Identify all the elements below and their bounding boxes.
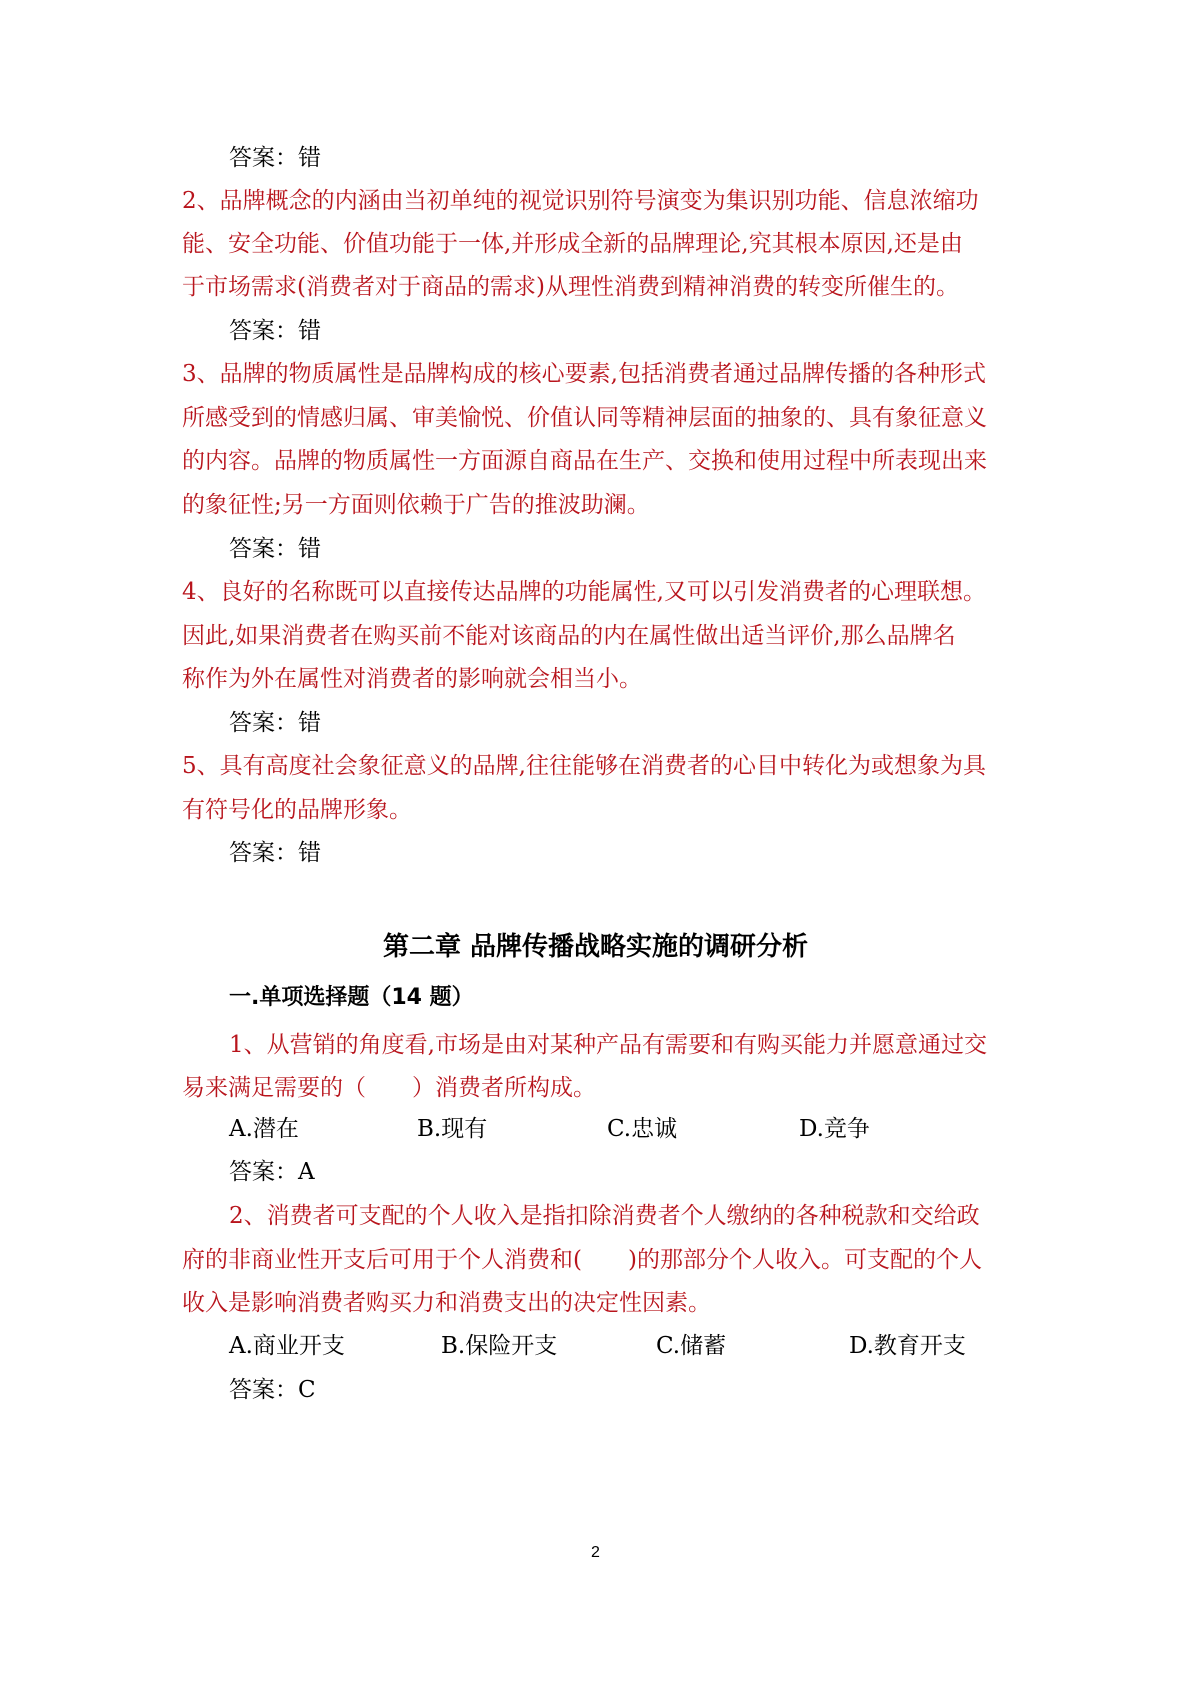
option-d: D.竞争 xyxy=(799,1116,870,1142)
answer-line: 答案：错 xyxy=(229,318,321,344)
question-line: 的象征性;另一方面则依赖于广告的推波助澜。 xyxy=(182,492,650,518)
question-line: 3、品牌的物质属性是品牌构成的核心要素,包括消费者通过品牌传播的各种形式 xyxy=(182,361,986,387)
answer-line: 答案：错 xyxy=(229,840,321,866)
question-line: 4、良好的名称既可以直接传达品牌的功能属性,又可以引发消费者的心理联想。 xyxy=(182,579,986,605)
question-line: 的内容。品牌的物质属性一方面源自商品在生产、交换和使用过程中所表现出来 xyxy=(182,448,987,474)
question-line: 称作为外在属性对消费者的影响就会相当小。 xyxy=(182,666,642,692)
answer-line: 答案：错 xyxy=(229,536,321,562)
question-line: 2、消费者可支配的个人收入是指扣除消费者个人缴纳的各种税款和交给政 xyxy=(229,1203,980,1229)
question-line: 收入是影响消费者购买力和消费支出的决定性因素。 xyxy=(182,1290,711,1316)
question-line: 有符号化的品牌形象。 xyxy=(182,797,412,823)
answer-line: 答案：A xyxy=(229,1159,315,1185)
answer-line: 答案：错 xyxy=(229,710,321,736)
option-d: D.教育开支 xyxy=(849,1333,966,1359)
question-line: 1、从营销的角度看,市场是由对某种产品有需要和有购买能力并愿意通过交 xyxy=(229,1032,987,1058)
option-c: C.忠诚 xyxy=(607,1116,678,1142)
question-line: 5、具有高度社会象征意义的品牌,往往能够在消费者的心目中转化为或想象为具 xyxy=(182,753,986,779)
question-line: 2、品牌概念的内涵由当初单纯的视觉识别符号演变为集识别功能、信息浓缩功 xyxy=(182,188,979,214)
question-line: 因此,如果消费者在购买前不能对该商品的内在属性做出适当评价,那么品牌名 xyxy=(182,623,956,649)
question-line: 于市场需求(消费者对于商品的需求)从理性消费到精神消费的转变所催生的。 xyxy=(182,274,959,300)
option-c: C.储蓄 xyxy=(656,1333,727,1359)
option-a: A.商业开支 xyxy=(229,1333,345,1359)
answer-line: 答案：C xyxy=(229,1377,316,1403)
question-line: 所感受到的情感归属、审美愉悦、价值认同等精神层面的抽象的、具有象征意义 xyxy=(182,405,987,431)
section-title: 一.单项选择题（14 题） xyxy=(229,985,474,1010)
question-line: 府的非商业性开支后可用于个人消费和( )的那部分个人收入。可支配的个人 xyxy=(182,1247,982,1273)
question-line: 易来满足需要的（ ）消费者所构成。 xyxy=(182,1075,596,1101)
option-a: A.潜在 xyxy=(229,1116,299,1142)
answer-line: 答案：错 xyxy=(229,145,321,171)
chapter-title: 第二章 品牌传播战略实施的调研分析 xyxy=(382,932,809,962)
option-b: B.现有 xyxy=(417,1116,488,1142)
question-line: 能、安全功能、价值功能于一体,并形成全新的品牌理论,究其根本原因,还是由 xyxy=(182,231,963,257)
option-b: B.保险开支 xyxy=(441,1333,558,1359)
page-number: 2 xyxy=(591,1544,600,1561)
